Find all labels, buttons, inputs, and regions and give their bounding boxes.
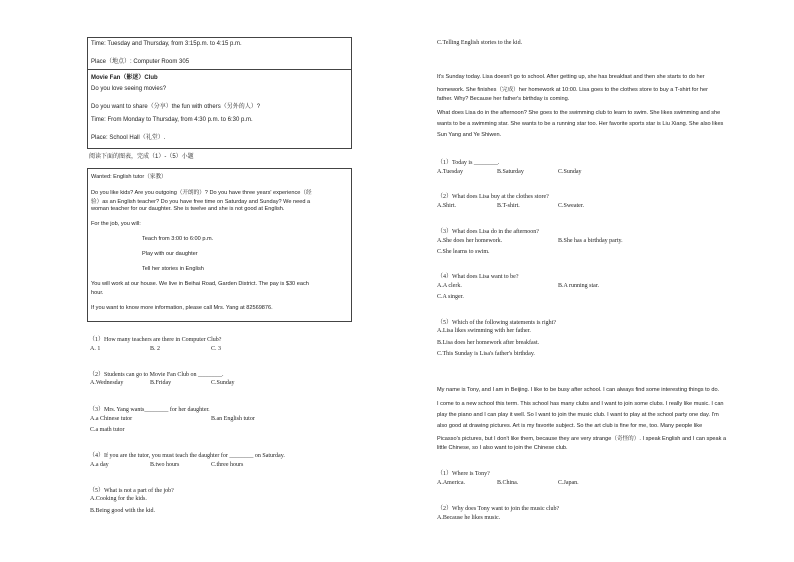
passage1-line: wants to be a swimming star. She wants to be a running star too. Her favorite sports star is Liu Xiang. She also likes — [437, 121, 724, 127]
ad-task1: Teach from 3:00 to 6:00 p.m. — [142, 236, 214, 242]
q2-option-b[interactable]: B.Friday — [150, 380, 172, 386]
ad-p1b: 验）as an English teacher? Do you have free time on Saturday and Sunday? We need a — [91, 199, 311, 205]
movie-club-q1: Do you love seeing movies? — [91, 86, 167, 92]
ad-p1a: Do you like kids? Are you outgoing（开朗的）? Do you have three years' experience（经 — [91, 190, 312, 196]
lisa-q3-option-a[interactable]: A.She does her homework. — [437, 238, 503, 244]
q1-option-a[interactable]: A. 1 — [90, 346, 101, 352]
q1-option-b[interactable]: B. 2 — [150, 346, 161, 352]
movie-club-time: Time: From Monday to Thursday, from 4:30 p.m. to 6:30 p.m. — [91, 117, 253, 123]
lisa-question-4: （4）What does Lisa want to be? — [437, 274, 519, 280]
question-2: （2）Students can go to Movie Fan Club on ________. — [89, 372, 224, 378]
ad-p4: If you want to know more information, please call Mrs. Yang at 82569876. — [91, 305, 273, 311]
tutor-ad-box — [87, 168, 352, 322]
lisa-q5-option-b[interactable]: B.Lisa does her homework after breakfast. — [437, 340, 540, 346]
ad-task3: Tell her stories in English — [142, 266, 204, 272]
ad-task2: Play with our daughter — [142, 251, 198, 257]
q3-option-a[interactable]: A.a Chinese tutor — [90, 416, 133, 422]
lisa-q1-option-c[interactable]: C.Sunday — [558, 169, 582, 175]
lisa-q4-option-b[interactable]: B.A running star. — [558, 283, 600, 289]
computer-club-place: Place（地点）: Computer Room 305 — [91, 59, 190, 65]
q4-option-b[interactable]: B.two hours — [150, 462, 180, 468]
q2-option-a[interactable]: A.Wednesday — [90, 380, 124, 386]
lisa-q1-option-a[interactable]: A.Tuesday — [437, 169, 463, 175]
passage2-line: Picasso's pictures, but I don't like them, because they are very strange（奇怪的）. I speak English and I can speak a — [437, 436, 727, 442]
tony-q1-option-a[interactable]: A.America. — [437, 480, 465, 486]
tony-q2-option-a[interactable]: A.Because he likes music. — [437, 515, 501, 521]
computer-club-time: Time: Tuesday and Thursday, from 3:15p.m. to 4:15 p.m. — [91, 41, 242, 47]
q3-option-b[interactable]: B.an English tutor — [211, 416, 255, 422]
question-3: （3）Mrs. Yang wants________ for her daughter. — [89, 407, 210, 413]
lisa-question-1: （1）Today is ________. — [437, 160, 500, 166]
lisa-q2-option-b[interactable]: B.T-shirt. — [497, 203, 520, 209]
q4-option-a[interactable]: A.a day — [90, 462, 109, 468]
q1-option-c[interactable]: C. 3 — [211, 346, 222, 352]
q4-option-c[interactable]: C.three hours — [211, 462, 244, 468]
passage1-line: homework. She finishes（完成）her homework at 10:00. Lisa goes to the clothes store to buy a T-shirt for her — [437, 87, 709, 93]
q5-option-b[interactable]: B.Being good with the kid. — [90, 508, 155, 514]
passage1-line: It's Sunday today. Lisa doesn't go to school. After getting up, she has breakfast and then she starts to do her — [437, 74, 705, 80]
divider — [88, 69, 351, 70]
tony-question-1: （1）Where is Tony? — [437, 471, 490, 477]
ad-p1c: woman teacher for our daughter. She is twelve and she is not good at English. — [91, 206, 285, 212]
passage2-line: I come to a new school this term. This school has many clubs and I want to join some clubs. I really like music. I can — [437, 401, 724, 407]
q5-option-c[interactable]: C.Telling English stories to the kid. — [437, 40, 523, 46]
lisa-q5-option-a[interactable]: A.Lisa likes swimming with her father. — [437, 328, 531, 334]
q5-option-a[interactable]: A.Cooking for the kids. — [90, 496, 147, 502]
question-4: （4）If you are the tutor, you must teach the daughter for ________ on Saturday. — [89, 453, 285, 459]
question-1: （1）How many teachers are there in Computer Club? — [89, 337, 222, 343]
passage2-line: My name is Tony, and I am in Beijing. I like to be busy after school. I can always find some interesting things to do. — [437, 387, 720, 393]
passage2-line: play the piano and I can play it well. So I want to join the music club. I want to play at the school party one day. I'm — [437, 412, 719, 418]
tony-question-2: （2）Why does Tony want to join the music club? — [437, 506, 560, 512]
lisa-question-2: （2）What does Lisa buy at the clothes store? — [437, 194, 549, 200]
q2-option-c[interactable]: C.Sunday — [211, 380, 235, 386]
tony-q1-option-b[interactable]: B.China. — [497, 480, 519, 486]
q3-option-c[interactable]: C.a math tutor — [90, 427, 125, 433]
lisa-q3-option-b[interactable]: B.She has a birthday party. — [558, 238, 623, 244]
movie-club-title: Movie Fan（影迷）Club — [91, 75, 158, 81]
passage1-line: What does Lisa do in the afternoon? She goes to the swimming club to learn to swim. She likes swimming and she — [437, 110, 721, 116]
lisa-q4-option-c[interactable]: C.A singer. — [437, 294, 464, 300]
instruction: 阅读下面的图表，完成（1）-（5）小题 — [89, 154, 194, 160]
passage1-line: Sun Yang and Ye Shiwen. — [437, 132, 502, 138]
ad-p3a: You will work at our house. We live in Beihai Road, Garden District. The pay is $30 each — [91, 281, 309, 287]
movie-club-q2: Do you want to share（分享）the fun with others（另外的人）? — [91, 104, 261, 110]
ad-p3b: hour. — [91, 290, 104, 296]
club-notice-box — [87, 37, 352, 149]
lisa-q5-option-c[interactable]: C.This Sunday is Lisa's father's birthday. — [437, 351, 535, 357]
movie-club-place: Place: School Hall（礼堂）. — [91, 135, 166, 141]
lisa-q3-option-c[interactable]: C.She learns to swim. — [437, 249, 490, 255]
passage2-line: little Chinese, so I also want to join the Chinese club. — [437, 445, 568, 451]
lisa-q1-option-b[interactable]: B.Saturday — [497, 169, 524, 175]
lisa-q2-option-c[interactable]: C.Sweater. — [558, 203, 584, 209]
ad-p2: For the job, you will: — [91, 221, 141, 227]
lisa-question-5: （5）Which of the following statements is right? — [437, 320, 556, 326]
passage2-line: also good at drawing pictures. Art is my favorite subject. So the art club is fine for me, too. Many people like — [437, 423, 703, 429]
lisa-question-3: （3）What does Lisa do in the afternoon? — [437, 229, 539, 235]
question-5: （5）What is not a part of the job? — [89, 488, 174, 494]
lisa-q4-option-a[interactable]: A.A clerk. — [437, 283, 462, 289]
passage1-line: father. Why? Because her father's birthday is coming. — [437, 96, 570, 102]
ad-title: Wanted: English tutor（家教） — [91, 174, 167, 180]
lisa-q2-option-a[interactable]: A.Shirt. — [437, 203, 457, 209]
tony-q1-option-c[interactable]: C.Japan. — [558, 480, 579, 486]
